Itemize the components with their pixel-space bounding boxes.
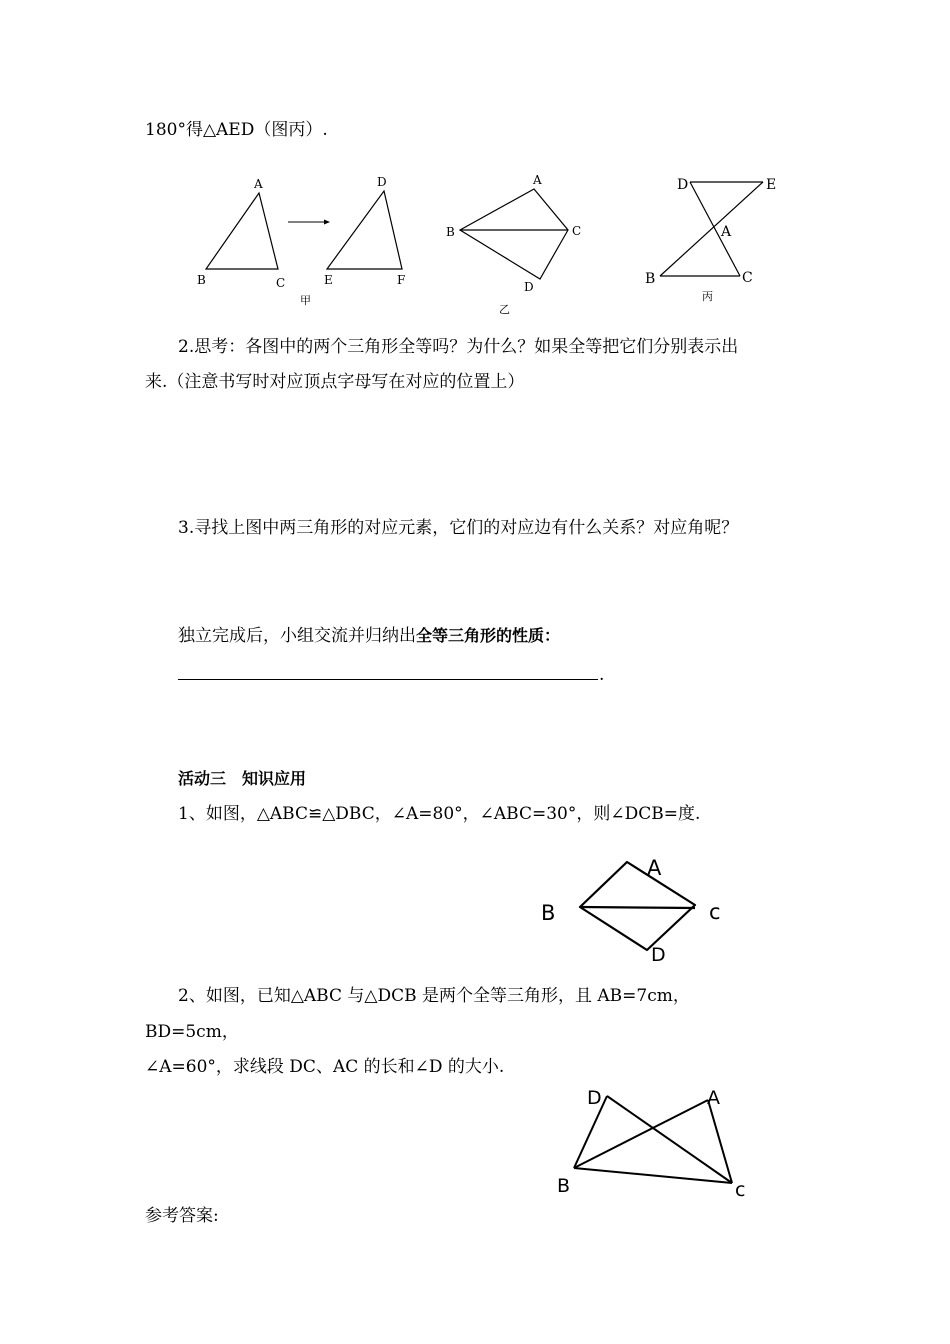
exercise-2-figure xyxy=(550,1080,760,1205)
summary-line xyxy=(178,625,560,647)
segment-ba xyxy=(574,1100,708,1168)
label-d: D xyxy=(377,175,387,189)
figure-yi xyxy=(440,170,600,315)
activity-3-title: 活动三 知识应用 xyxy=(178,769,307,788)
quadrilateral-abdc xyxy=(460,189,568,279)
answer-blank-end: . xyxy=(599,665,605,685)
caption-yi: 乙 xyxy=(499,303,510,316)
label-b: B xyxy=(197,273,206,287)
label-d: D xyxy=(651,944,666,966)
diagonal-bc xyxy=(580,907,695,908)
exercise-2-line-1: 2、如图，已知△ABC 与△DCB 是两个全等三角形，且 AB=7cm， xyxy=(178,986,690,1006)
label-f: F xyxy=(397,273,406,287)
label-c: C xyxy=(572,224,582,238)
arrow-head xyxy=(324,220,330,225)
answer-heading: 参考答案: xyxy=(145,1206,219,1226)
label-d: D xyxy=(587,1087,602,1109)
summary-bold: 全等三角形的性质： xyxy=(416,626,561,645)
label-a: A xyxy=(721,224,732,240)
label-d: D xyxy=(524,280,534,294)
summary-prefix: 独立完成后，小组交流并归纳出 xyxy=(178,626,416,646)
caption-bing: 丙 xyxy=(702,290,713,303)
label-d: D xyxy=(677,177,689,193)
label-c: c xyxy=(735,1179,746,1201)
label-b: B xyxy=(645,271,656,287)
answer-blank-line xyxy=(178,679,598,680)
segment-eb xyxy=(660,182,763,276)
quadrilateral xyxy=(580,862,695,950)
question-2-line-2: 来.（注意书写时对应顶点字母写在对应的位置上） xyxy=(145,372,525,392)
figure-bing xyxy=(640,170,800,315)
exercise-2-line-3: ∠A=60°，求线段 DC、AC 的长和∠D 的大小. xyxy=(145,1057,505,1077)
label-c: C xyxy=(276,276,286,290)
triangle-abc xyxy=(206,193,278,269)
intro-line: 180°得△AED（图丙）. xyxy=(145,120,328,140)
question-2-line-1: 2.思考：各图中的两个三角形全等吗？为什么？如果全等把它们分别表示出 xyxy=(178,337,739,357)
exercise-2-line-2: BD=5cm， xyxy=(145,1022,239,1042)
exercise-1-text: 1、如图，△ABC≌△DBC，∠A=80°，∠ABC=30°，则∠DCB=度. xyxy=(178,804,701,824)
label-b: B xyxy=(446,225,455,239)
label-a: A xyxy=(254,177,263,191)
label-c: C xyxy=(742,270,753,286)
label-a: A xyxy=(707,1087,720,1109)
segment-dc xyxy=(607,1096,732,1183)
label-a: A xyxy=(647,856,662,880)
question-3: 3.寻找上图中两三角形的对应元素，它们的对应边有什么关系？对应角呢？ xyxy=(178,518,739,538)
label-b: B xyxy=(541,901,556,925)
label-c: c xyxy=(709,900,721,924)
caption-jia: 甲 xyxy=(300,294,311,307)
label-e: E xyxy=(766,177,777,193)
label-a: A xyxy=(533,173,542,187)
segment-dc xyxy=(690,182,740,276)
segment-bc xyxy=(574,1168,732,1183)
exercise-1-figure xyxy=(535,845,745,970)
segment-ac xyxy=(708,1100,732,1183)
figure-jia xyxy=(190,170,420,315)
triangle-def xyxy=(327,191,402,269)
label-b: B xyxy=(557,1175,571,1197)
label-e: E xyxy=(324,273,333,287)
